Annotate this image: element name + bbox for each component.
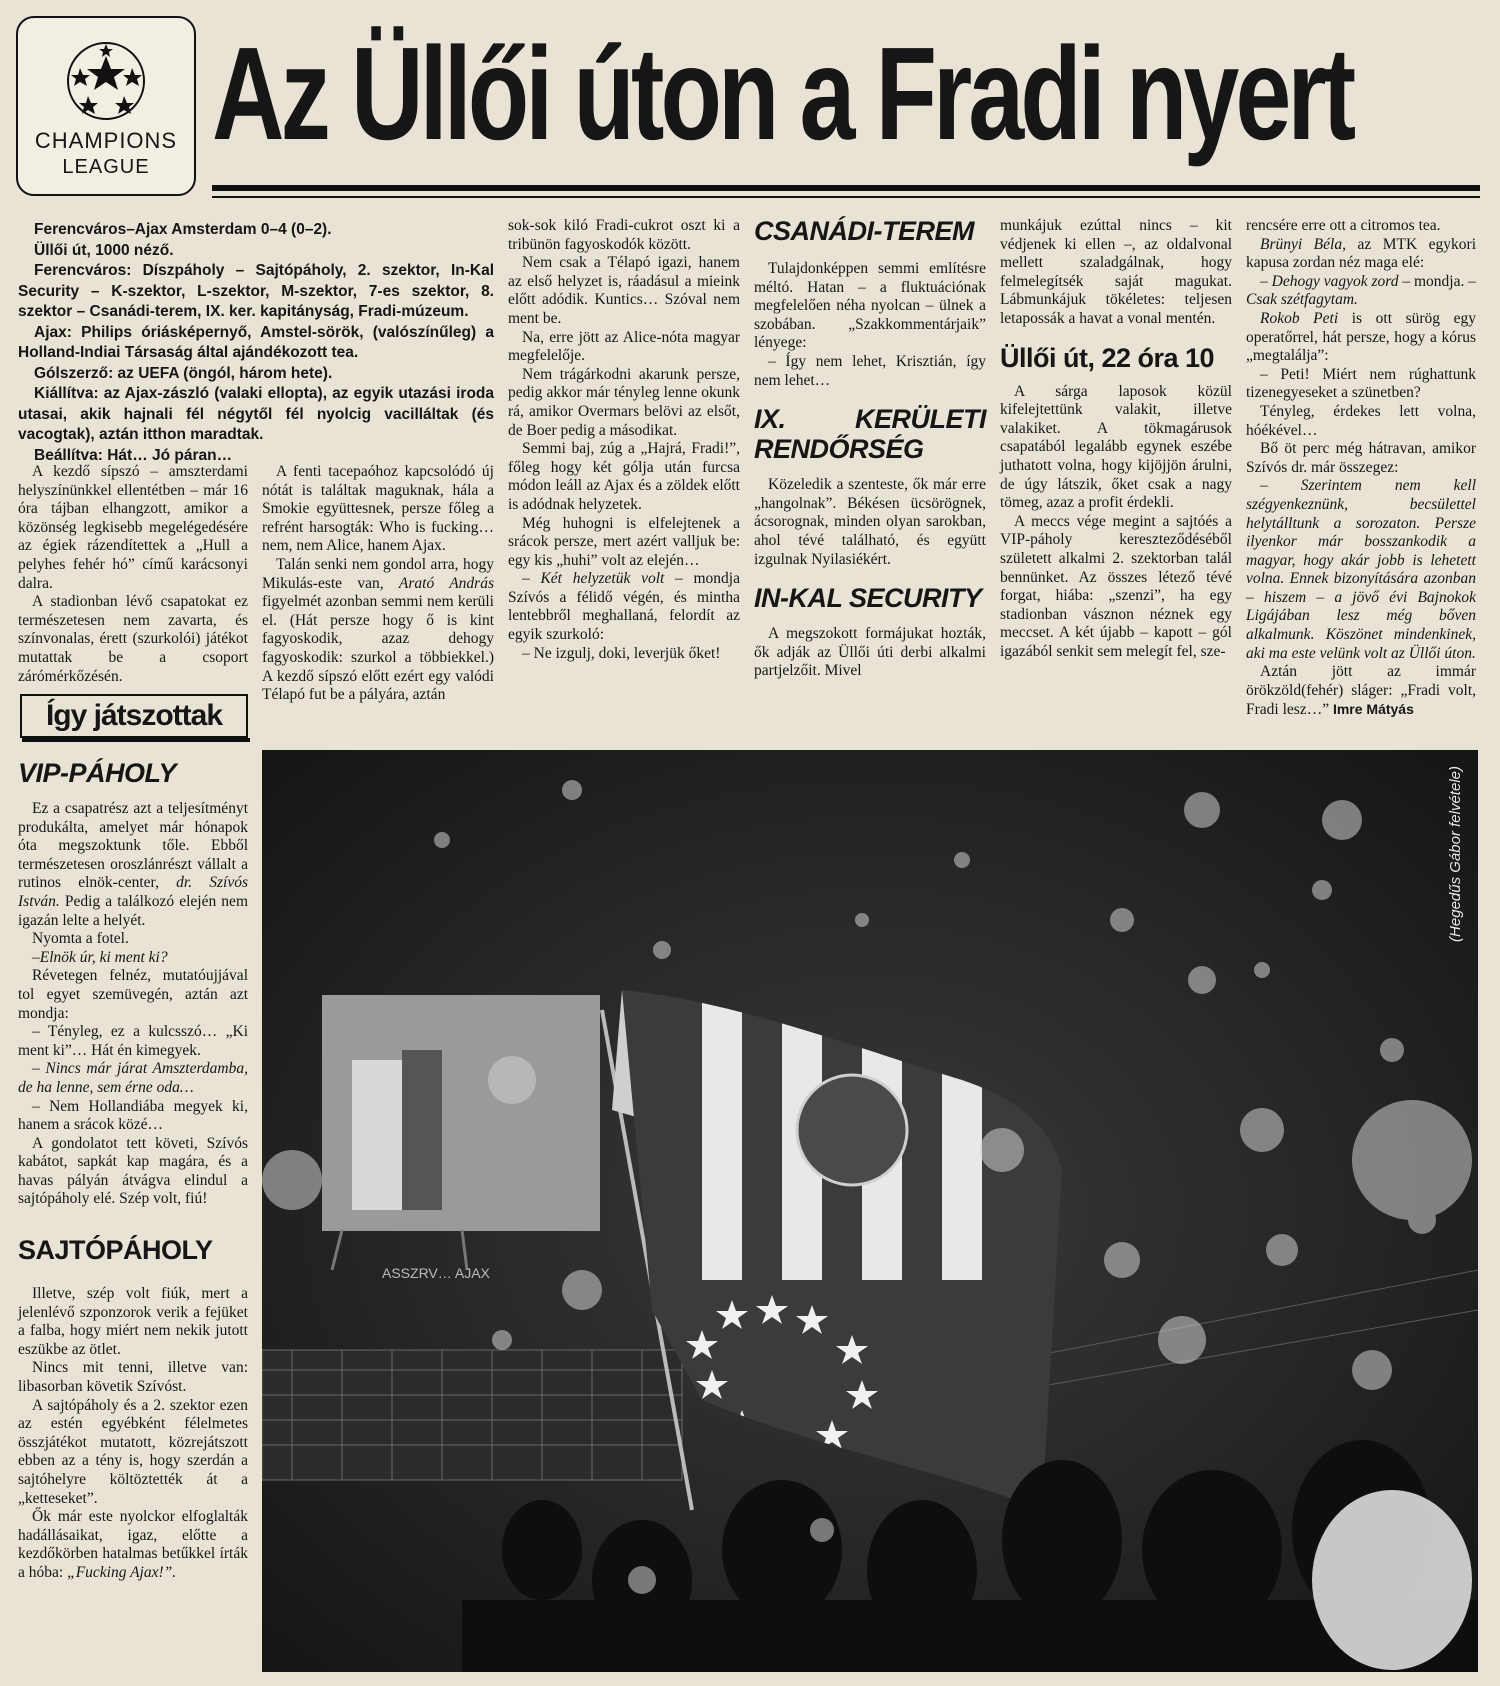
facts-ferencvaros: Ferencváros: Díszpáholy – Sajtópáholy, 2. szektor, In-Kal Security – K-szektor, L-szektor, M-szektor, 7-es szektor, 8. szektor – Csanádi-terem, IX. ker. kapitányság, Fradi-múzeum.: [18, 262, 494, 320]
paragraph: – Nem Hollandiába megyek ki, hanem a srácok közé…: [18, 1097, 248, 1134]
paragraph: Brünyi Béla, az MTK egykori kapusa zordan néz maga elé:: [1246, 235, 1476, 272]
paragraph: Tulajdonképpen semmi említésre méltó. Hatan – a fluktuációnak megfelelően néha nyolcan – ülnek a szobában. „Szakkommentárjaik” lényege:: [754, 260, 986, 352]
igy-jatszottak-shadow: [22, 738, 250, 742]
paragraph: A megszokott formájukat hozták, ők adják az Üllői úti derbi alkalmi partjelzőit. Mivel: [754, 625, 986, 680]
ulloi-ut-title: Üllői út, 22 óra 10: [1000, 342, 1215, 373]
paragraph: Ők már este nyolckor elfoglalták hadállásaikat, igaz, előtte a kezdőkörben hatalmas betűkkel írták a hóba: „Fucking Ajax!”.: [18, 1508, 248, 1581]
paragraph: A gondolatot tett követi, Szívós kabátot, sapkát kap magára, és a havas pályán átvágva elindul a sajtópáholy elé. Szép volt, fiú!: [18, 1134, 248, 1208]
paragraph: – Ne izgulj, doki, leverjük őket!: [522, 644, 721, 662]
starball-icon: [60, 38, 152, 124]
column-2: [262, 463, 494, 705]
facts-venue: Üllői út, 1000 néző.: [34, 241, 174, 259]
paragraph: Rokob Peti is ott sürög egy operatőrrel, hát persze, hogy a kórus „megtalálja”:: [1246, 309, 1476, 365]
column-1: [18, 463, 248, 686]
paragraph: Semmi baj, zúg a „Hajrá, Fradi!”, főleg hogy két gólja után furcsa módon leáll az Ajax és a zöldek előtt is adódnak helyzetek.: [508, 440, 740, 513]
photo-credit: (Hegedűs Gábor felvétele): [1447, 766, 1464, 942]
headline-rule: [212, 185, 1480, 191]
column-3: [508, 217, 740, 663]
paragraph: A fenti tacepaóhoz kapcsolódó új nótát is találtak maguknak, hála a Smokie együttesnek, persze főleg a refrént harsogták: Who is fucking… nem, nem Alice, hanem Ajax.: [262, 463, 494, 555]
paragraph: – Szerintem nem kell szégyenkeznünk, becsülettel helytálltunk a sorozaton. Persze ilyenkor már bosszankodik a magyar, hogy akár jobb is lehetett volna. Ennek bizonyítására azonban – hiszem – a jövő évi Bajnokok Ligájában lesz még bőven alkalmunk. Köszönet mindenkinek, aki ma este velünk volt az Üllői úton.: [1246, 477, 1476, 662]
match-facts: [18, 220, 494, 466]
igy-jatszottak-box: Így játszottak: [20, 694, 248, 738]
paragraph: Nincs mit tenni, illetve van: libasorban követik Szívóst.: [18, 1359, 248, 1396]
headline-rule-thin: [212, 196, 1480, 198]
paragraph: A sárga laposok közül kifelejtettünk valakit, illetve valakiket. A tökmagárusok csapatából legalább egynek eszébe juthatott volna, hogy kijöjjön árulni, de úgy látszik, őket csak a nagy tömeg, azaz a profit érdekli.: [1000, 382, 1232, 512]
paragraph: Ez a csapatrész azt a teljesítményt produkálta, amelyet már hónapok óta megszoktunk tőle. Ebből természetesen oroszlánrészt vállalt a rutinos elnök-center, dr. Szívós István. Pedig a találkozó elején nem igazán lelte a helyét.: [18, 800, 248, 929]
paragraph: Nyomta a fotel.: [32, 930, 129, 948]
vip-title: VIP-PÁHOLY: [18, 758, 177, 788]
paragraph: Révetegen felnéz, mutatóujjával tol egyet szemüvegén, aztán azt mondja:: [18, 967, 248, 1022]
facts-lineup: Beállítva: Hát… Jó páran…: [34, 446, 233, 464]
paragraph: – Két helyzetük volt – mondja Szívós a félidő végén, és mintha lentebbről meghallaná, felordít az egyik szurkoló:: [508, 570, 740, 644]
paragraph: Na, erre jött az Alice-nóta magyar megfelelője.: [508, 328, 740, 365]
paragraph: Bő öt perc még hátravan, amikor Szívós dr. már összegez:: [1246, 440, 1476, 476]
paragraph: – Peti! Miért nem rúghattunk tizenegyeseket a szünetben?: [1246, 365, 1476, 402]
column-4: [754, 216, 986, 681]
logo-line-league: LEAGUE: [62, 156, 150, 178]
paragraph: –Elnök úr, ki ment ki?: [32, 948, 168, 966]
column-5: [1000, 217, 1232, 661]
facts-sent-off: Kiállítva: az Ajax-zászló (valaki ellopta), az egyik utazási iroda utasai, akik hajnali fél négytől fél nyolcig vacilláltak (és vacogtak), aztán itthon maradtak.: [18, 385, 494, 443]
headline: Az Üllői úton a Fradi nyert: [212, 20, 1353, 167]
paragraph: – Tényleg, ez a kulcsszó… „Ki ment ki”… Hát én kimegyek.: [18, 1023, 248, 1059]
paragraph: Talán senki nem gondol arra, hogy Mikulás-este van, Arató András figyelmét azonban semmi nem kerüli el. (Hát persze hogy ő is kint fagyoskodik, azaz dehogy fagyoskodik: szurkol a többiekkel.) A kezdő sípszó előtt ezért egy valódi Télapó fut be a pályára, aztán: [262, 555, 495, 704]
facts-scorer: Gólszerző: az UEFA (öngól, három hete).: [34, 364, 333, 382]
paragraph: – Dehogy vagyok zord – mondja. – Csak szétfagytam.: [1246, 272, 1476, 309]
paragraph: Tényleg, érdekes lett volna, hóékével…: [1246, 402, 1476, 439]
paragraph: Még huhogni is elfelejtenek a srácok persze, mert azért valljuk be: egy kis „huhi” volt az elején…: [508, 514, 740, 569]
stadium-photo: [262, 750, 1478, 1672]
champions-league-logo: [16, 16, 196, 196]
facts-ajax: Ajax: Philips óriásképernyő, Amstel-sörök, (valószínűleg) a Holland-Indiai Társaság által ajándékozott tea.: [18, 323, 494, 361]
rendorseg-title: IX. KERÜLETI RENDŐRSÉG: [754, 404, 986, 465]
vip-section: [18, 758, 248, 1583]
paragraph: Közeledik a szenteste, ők már erre „hangolnak”. Békésen ücsörögnek, ácsorognak, minden olyan sarokban, ahol tévé található, és együtt izgulnak Nyilasiékért.: [754, 476, 986, 568]
paragraph: munkájuk ezúttal nincs – kit védjenek ki ellen –, az oldalvonal mellett szaladgálnak, hogy felmelegítsék saját magukat. Lábmunkájuk tökéletes: teljesen letapossák a havat a vonal mentén.: [1000, 217, 1232, 327]
paragraph: A sajtópáholy és a 2. szektor ezen az estén egyébként félelmetes összjátékot mutatott, közrejátszott ebben az a tény is, hogy szerdán a sajtóhelyre költöztették át a „ketteseket”.: [18, 1396, 248, 1507]
paragraph: – Így nem lehet, Krisztián, így nem lehet…: [754, 352, 986, 389]
signature: Imre Mátyás: [1332, 701, 1414, 718]
paragraph: sok-sok kiló Fradi-cukrot oszt ki a tribünön fagyoskodók között.: [508, 217, 740, 253]
paragraph: A meccs vége megint a sajtóés a VIP-páholy kereszteződéséből született alkalmi 2. szektorban talál bennünket. Az összes létező tévé forgat, hiába: „szenzi”, ha egy stadionban vásznon néznek egy meccset. A két újabb – kapott – gól igazából senkit sem melegít fel, sze-: [1000, 512, 1232, 660]
paragraph: rencsére erre ott a citromos tea.: [1246, 217, 1441, 234]
sajto-title: SAJTÓPÁHOLY: [18, 1235, 213, 1266]
column-6: [1246, 217, 1476, 720]
fans-with-flag-illustration: [262, 750, 1478, 1672]
paragraph: Aztán jött az immár örökzöld(fehér) sláger: „Fradi volt, Fradi lesz…” Imre Mátyás: [1246, 663, 1476, 719]
paragraph: Nem trágárkodni akarunk persze, pedig akkor már tényleg lenne okunk rá, amikor Overmars belövi az elsőt, de Boer pedig a másodikat.: [508, 365, 740, 439]
paragraph: Nem csak a Télapó igazi, hanem az első helyzet is, ráadásul a mieink előtt adódik. Kuntics… Szóval nem ment be.: [508, 254, 740, 327]
paragraph: – Nincs már járat Amszterdamba, de ha lenne, sem érne oda…: [18, 1060, 248, 1096]
screen-sign: ASSZRV… AJAX: [382, 1265, 490, 1281]
paragraph: A kezdő sípszó – amszterdami helyszínünkkel ellentétben – már 16 óra tájban elhangzott, amikor a közönség legkisebb megelégedésére az égiek rázendítettek a „Hull a pelyhes fehér hó” című karácsonyi dalra.: [18, 463, 248, 592]
logo-line-champions: CHAMPIONS: [34, 128, 178, 153]
csanadi-title: CSANÁDI-TEREM: [754, 216, 974, 246]
paragraph: A stadionban lévő csapatokat ez természetesen nem zavarta, és színvonalas, érett (szurkolói) játékot mutattak be a csoport zárómérkőzésén.: [18, 593, 248, 685]
facts-score: Ferencváros–Ajax Amsterdam 0–4 (0–2).: [34, 221, 332, 238]
inkal-title: IN-KAL SECURITY: [754, 583, 982, 614]
paragraph: Illetve, szép volt fiúk, mert a jelenlévő szponzorok verik a fejüket a falba, hogy miért nem nekik jutott eszükbe az ötlet.: [18, 1285, 248, 1358]
